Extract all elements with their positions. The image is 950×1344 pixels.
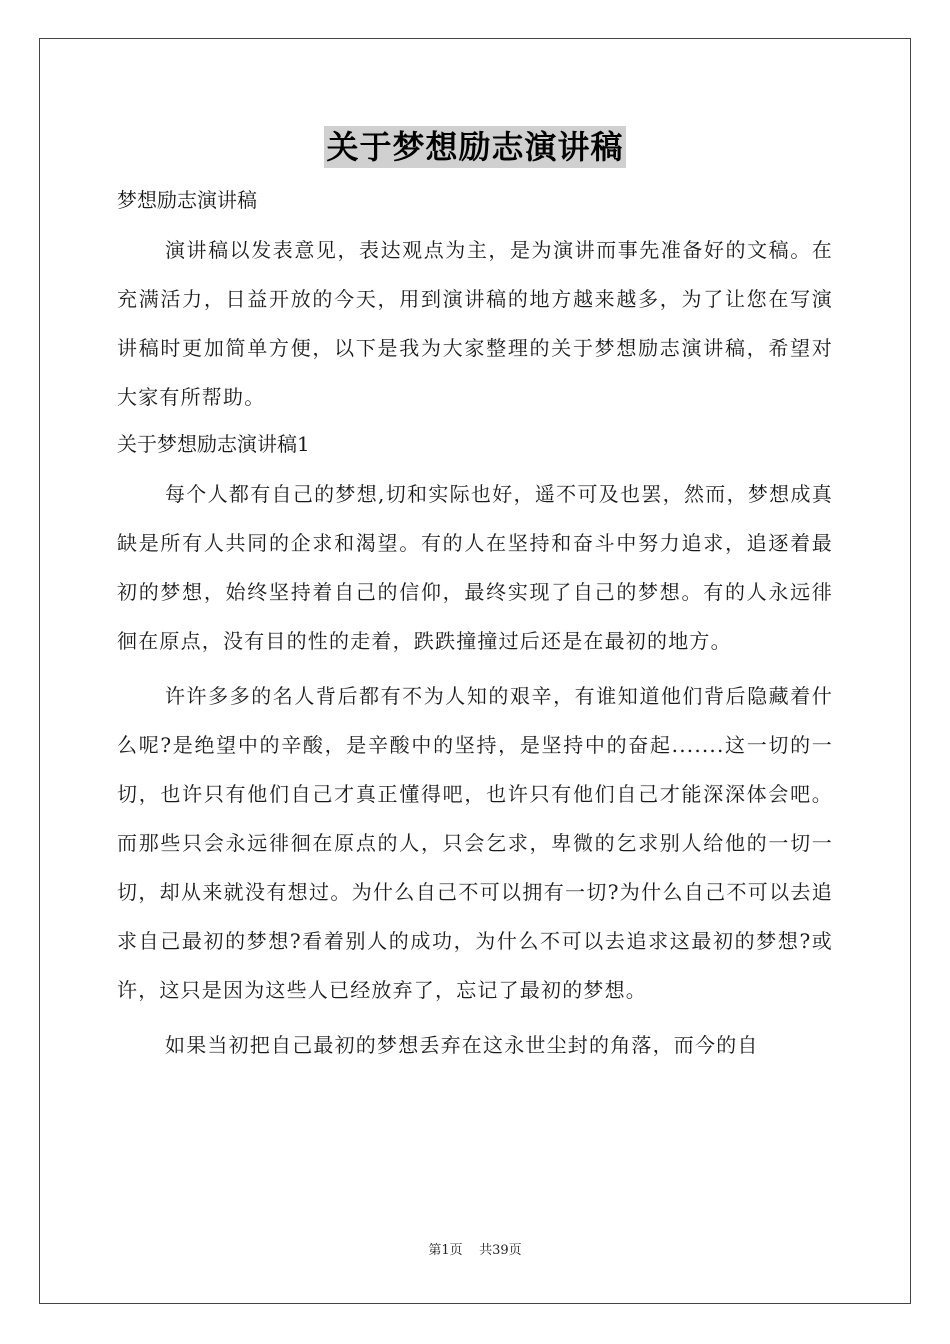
page-footer: 第1页 共39页 bbox=[428, 1243, 522, 1258]
body-paragraph: 许许多多的名人背后都有不为人知的艰辛，有谁知道他们背后隐藏着什么呢?是绝望中的辛酸，是辛酸中的坚持，是坚持中的奋起.......这一切的一切，也许只有他们自己才真正懂得吧，也许只有他们自己才能深深体会吧。而那些只会永远徘徊在原点的人，只会乞求，卑微的乞求别人给他的一切一切，却从来就没有想过。为什么自己不可以拥有一切?为什么自己不可以去追求自己最初的梦想?看着别人的成功，为什么不可以去追求这最初的梦想?或许，这只是因为这些人已经放弃了，忘记了最初的梦想。 bbox=[117, 684, 833, 1002]
title-wrap bbox=[0, 126, 950, 168]
body-paragraph: 如果当初把自己最初的梦想丢弃在这永世尘封的角落，而今的自 bbox=[165, 1033, 759, 1057]
intro-paragraph: 演讲稿以发表意见，表达观点为主，是为演讲而事先准备好的文稿。在充满活力，日益开放的今天，用到演讲稿的地方越来越多，为了让您在写演讲稿时更加简单方便，以下是我为大家整理的关于梦想励志演讲稿，希望对大家有所帮助。 bbox=[117, 238, 833, 409]
document-subtitle: 梦想励志演讲稿 bbox=[117, 188, 257, 212]
body-paragraph: 每个人都有自己的梦想,切和实际也好，遥不可及也罢，然而，梦想成真缺是所有人共同的企求和渴望。有的人在坚持和奋斗中努力追求，追逐着最初的梦想，始终坚持着自己的信仰，最终实现了自己的梦想。有的人永远徘徊在原点，没有目的性的走着，跌跌撞撞过后还是在最初的地方。 bbox=[117, 482, 833, 653]
document-title: 关于梦想励志演讲稿 bbox=[326, 128, 624, 166]
document-body bbox=[117, 178, 833, 1070]
section-heading: 关于梦想励志演讲稿1 bbox=[117, 432, 310, 456]
